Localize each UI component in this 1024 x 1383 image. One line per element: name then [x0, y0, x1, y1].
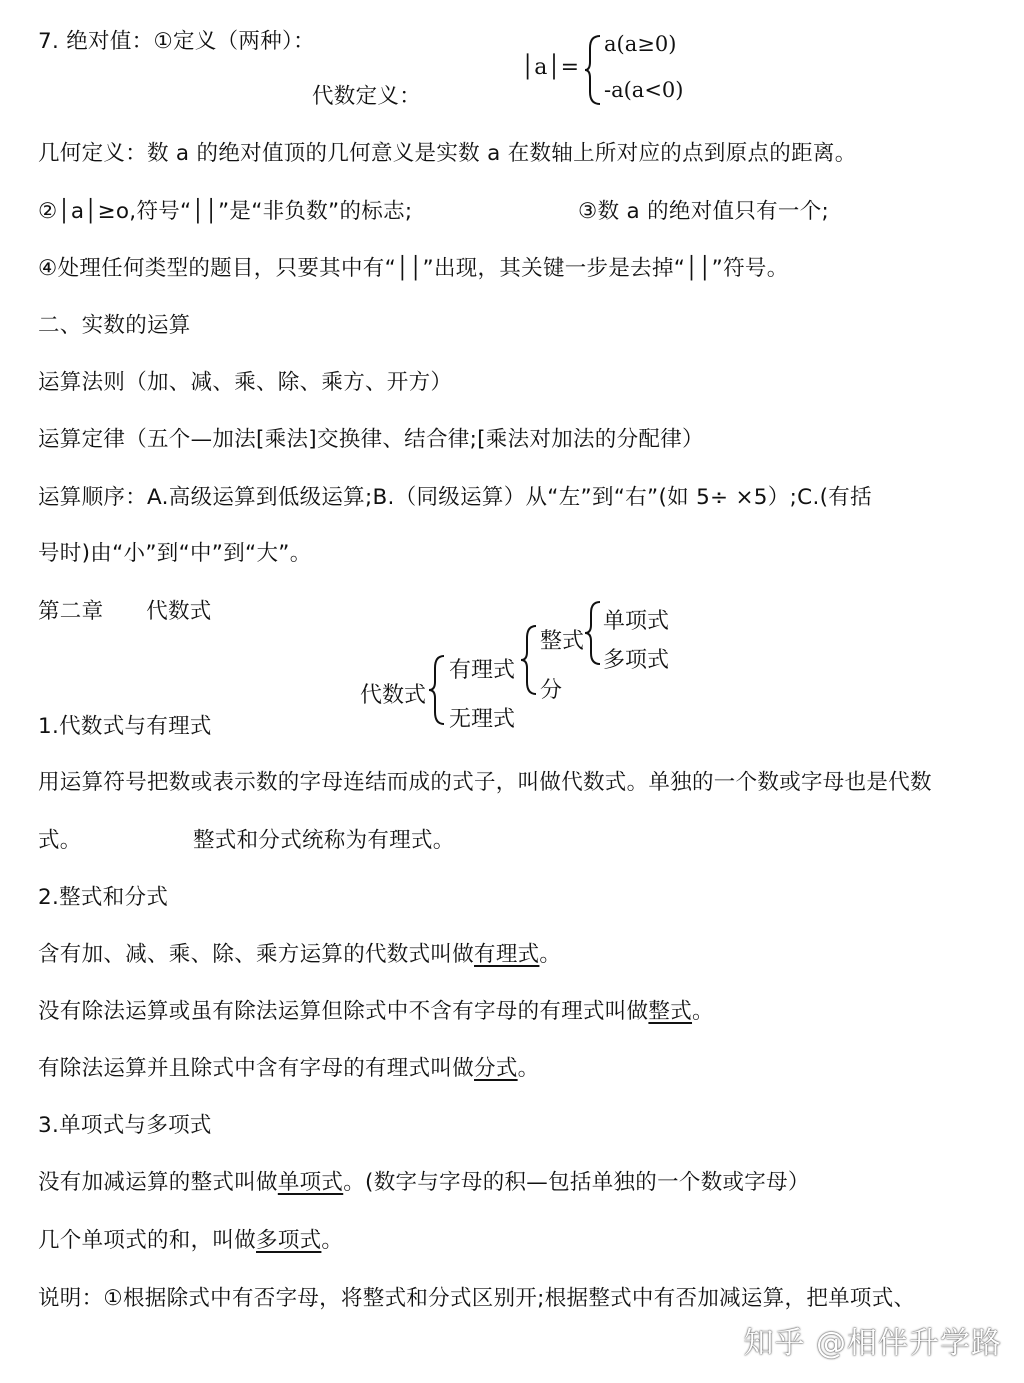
operation-rules: 运算法则（加、减、乘、除、乘方、开方）: [38, 370, 453, 395]
operation-order-line1: 运算顺序：A.高级运算到低级运算;B.（同级运算）从“左”到“右”(如 5÷ ×5）;C.(有括: [38, 485, 872, 510]
tree-irrational-expression: 无理式: [449, 707, 516, 732]
abs-cases-brace: [584, 34, 602, 106]
tree-rational-expression: 有理式: [449, 658, 516, 683]
term-fractional: 分式: [474, 1056, 518, 1081]
tree-monomial: 单项式: [603, 609, 670, 634]
sub2-line1-text: 含有加、减、乘、除、乘方运算的代数式叫做: [38, 942, 475, 967]
sub1-line2a: 式。: [38, 828, 82, 853]
abs-point-4: ④处理任何类型的题目，只要其中有“││”出现，其关键一步是去掉“││”符号。: [38, 256, 789, 281]
operation-laws: 运算定律（五个—加法[乘法]交换律、结合律;[乘法对加法的分配律）: [38, 427, 704, 452]
sub3-line1: [38, 1168, 810, 1198]
sub2-line1-end: 。: [539, 942, 562, 967]
sub3-line2-text: 几个单项式的和，叫做: [38, 1228, 257, 1253]
sub2-line3: [38, 1054, 539, 1084]
sub1-line2b: 整式和分式统称为有理式。: [193, 828, 455, 853]
tree-brace-rational: [520, 624, 538, 696]
term-monomial: 单项式: [277, 1170, 344, 1195]
tree-brace-integral: [584, 600, 602, 666]
tree-integral-expression: 整式: [540, 629, 585, 654]
section7-heading: 7. 绝对值：①定义（两种）：: [38, 29, 315, 54]
algebraic-definition-label: 代数定义：: [312, 84, 422, 109]
tree-root-algebraic-expression: 代数式: [360, 683, 427, 708]
abs-case-negative: -a(a<0): [604, 78, 684, 102]
sub2-line1: [38, 940, 561, 970]
sub3-line2-end: 。: [321, 1228, 344, 1253]
sub2-line3-text: 有除法运算并且除式中含有字母的有理式叫做: [38, 1056, 475, 1081]
sub3-note: 说明：①根据除式中有否字母，将整式和分式区别开;根据整式中有否加减运算，把单项式、: [38, 1286, 916, 1311]
tree-brace-root: [428, 654, 446, 726]
abs-case-positive: a(a≥0): [604, 32, 677, 56]
sub1-line1: 用运算符号把数或表示数的字母连结而成的式子，叫做代数式。单独的一个数或字母也是代数: [38, 770, 932, 795]
sub2-line2-end: 。: [692, 999, 714, 1024]
sub1-heading: 1.代数式与有理式: [38, 714, 212, 739]
term-rational: 有理式: [474, 942, 540, 967]
abs-value-lhs: │a│=: [521, 55, 580, 80]
tree-fractional-expression: 分: [540, 678, 563, 703]
abs-point-3: ③数 a 的绝对值只有一个;: [578, 199, 830, 224]
term-integral: 整式: [648, 999, 693, 1024]
operation-order-line2: 号时)由“小”到“中”到“大”。: [38, 541, 312, 566]
sub2-line3-end: 。: [517, 1056, 540, 1081]
sub2-line2-text: 没有除法运算或虽有除法运算但除式中不含有字母的有理式叫做: [38, 999, 649, 1024]
tree-polynomial: 多项式: [603, 648, 670, 673]
zhihu-watermark: 知乎 @相伴升学路: [743, 1326, 1002, 1361]
sub3-line2: [38, 1226, 343, 1256]
chapter2-heading: 第二章 代数式: [38, 599, 212, 624]
sub2-line2: [38, 997, 714, 1027]
sub3-heading: 3.单项式与多项式: [38, 1113, 212, 1138]
sub3-line1-text: 没有加减运算的整式叫做: [38, 1170, 278, 1195]
operations-heading: 二、实数的运算: [38, 313, 191, 338]
geometric-definition: 几何定义：数 a 的绝对值顶的几何意义是实数 a 在数轴上所对应的点到原点的距离。: [38, 141, 857, 166]
abs-point-2: ②│a│≥o,符号“││”是“非负数”的标志;: [38, 199, 413, 224]
sub2-heading: 2.整式和分式: [38, 885, 169, 910]
sub3-line1-end: 。(数字与字母的积—包括单独的一个数或字母）: [343, 1170, 810, 1195]
term-polynomial: 多项式: [256, 1228, 322, 1253]
